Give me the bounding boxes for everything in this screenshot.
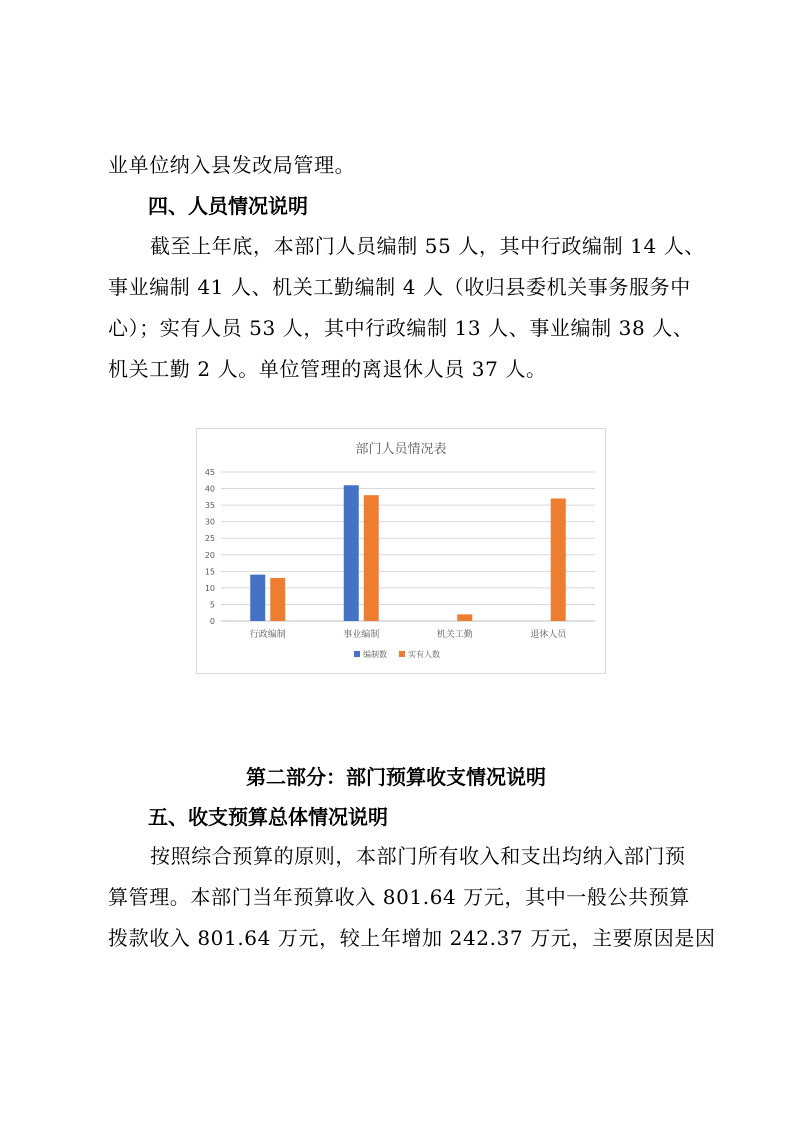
paragraph-line: 按照综合预算的原则，本部门所有收入和支出均纳入部门预 bbox=[150, 844, 686, 868]
paragraph-line: 算管理。本部门当年预算收入 801.64 万元，其中一般公共预算 bbox=[108, 885, 690, 909]
legend-label: 实有人数 bbox=[408, 650, 440, 659]
bar-编制数-行政编制 bbox=[250, 575, 265, 621]
y-tick-label: 25 bbox=[204, 534, 215, 544]
paragraph-line: 拨款收入 801.64 万元，较上年增加 242.37 万元，主要原因是因 bbox=[108, 926, 716, 950]
x-tick-label: 事业编制 bbox=[343, 630, 380, 640]
y-tick-label: 10 bbox=[204, 583, 215, 593]
section-5-heading: 五、收支预算总体情况说明 bbox=[148, 805, 388, 829]
x-tick-label: 退休人员 bbox=[530, 630, 567, 640]
y-tick-label: 35 bbox=[204, 501, 215, 511]
paragraph-line: 截至上年底，本部门人员编制 55 人，其中行政编制 14 人、 bbox=[150, 234, 705, 258]
bar-实有人数-退休人员 bbox=[551, 498, 566, 621]
legend-swatch bbox=[354, 651, 360, 657]
y-tick-label: 5 bbox=[209, 600, 215, 610]
legend-swatch bbox=[399, 651, 405, 657]
chart-title: 部门人员情况表 bbox=[355, 442, 447, 457]
x-tick-label: 机关工勤 bbox=[436, 630, 473, 640]
section-4-paragraph bbox=[108, 226, 705, 390]
paragraph-line: 业单位纳入县发改局管理。 bbox=[108, 153, 356, 177]
y-tick-label: 20 bbox=[204, 550, 215, 560]
x-tick-label: 行政编制 bbox=[249, 630, 286, 640]
y-tick-label: 15 bbox=[204, 567, 215, 577]
section-5-paragraph bbox=[108, 836, 716, 959]
bar-实有人数-机关工勤 bbox=[457, 614, 472, 621]
y-tick-label: 0 bbox=[209, 617, 215, 626]
section-4-heading: 四、人员情况说明 bbox=[148, 194, 308, 218]
bar-实有人数-行政编制 bbox=[270, 578, 285, 621]
bar-编制数-事业编制 bbox=[344, 485, 359, 621]
y-tick-label: 30 bbox=[204, 517, 215, 527]
paragraph-line: 心）；实有人员 53 人，其中行政编制 13 人、事业编制 38 人、 bbox=[108, 316, 694, 340]
paragraph-line: 事业编制 41 人、机关工勤编制 4 人（收归县委机关事务服务中 bbox=[108, 275, 691, 299]
part-2-heading: 第二部分：部门预算收支情况说明 bbox=[246, 765, 546, 789]
paragraph-line: 机关工勤 2 人。单位管理的离退休人员 37 人。 bbox=[108, 357, 547, 381]
personnel-chart bbox=[196, 428, 606, 674]
y-tick-label: 45 bbox=[204, 468, 215, 477]
legend-label: 编制数 bbox=[363, 650, 387, 659]
bar-实有人数-事业编制 bbox=[364, 495, 379, 621]
paragraph-top bbox=[108, 145, 690, 186]
personnel-bar-chart bbox=[197, 429, 605, 673]
y-tick-label: 40 bbox=[204, 484, 215, 494]
